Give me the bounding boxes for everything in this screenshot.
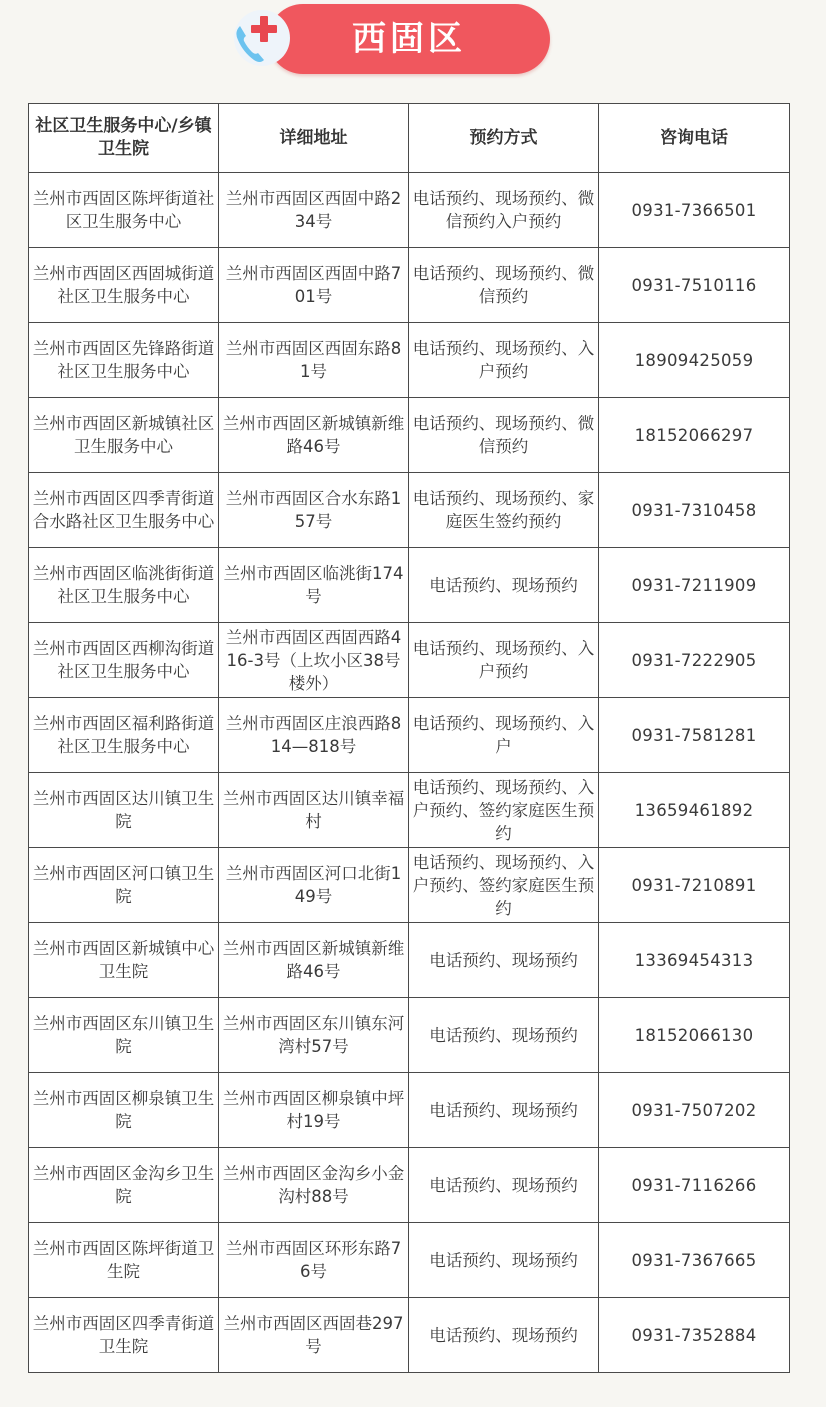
phone-cell: 0931-7367665 — [599, 1223, 790, 1298]
phone-cell: 18909425059 — [599, 323, 790, 398]
phone-cell: 13659461892 — [599, 773, 790, 848]
booking-method-cell: 电话预约、现场预约、入户预约 — [409, 623, 599, 698]
table-row — [29, 998, 790, 1073]
clinic-name-cell: 兰州市西固区四季青街道卫生院 — [29, 1298, 219, 1373]
address-cell: 兰州市西固区柳泉镇中坪村19号 — [219, 1073, 409, 1148]
clinic-name-cell: 兰州市西固区金沟乡卫生院 — [29, 1148, 219, 1223]
booking-method-cell: 电话预约、现场预约 — [409, 998, 599, 1073]
table-row — [29, 323, 790, 398]
table-header-row — [29, 104, 790, 173]
phone-cell: 0931-7366501 — [599, 173, 790, 248]
table-row — [29, 1148, 790, 1223]
booking-method-cell: 电话预约、现场预约 — [409, 1148, 599, 1223]
phone-cell: 18152066130 — [599, 998, 790, 1073]
phone-cell: 0931-7210891 — [599, 848, 790, 923]
phone-medical-cross-icon — [228, 6, 292, 70]
address-cell: 兰州市西固区新城镇新维路46号 — [219, 398, 409, 473]
booking-method-cell: 电话预约、现场预约 — [409, 548, 599, 623]
clinic-name-cell: 兰州市西固区达川镇卫生院 — [29, 773, 219, 848]
booking-method-cell: 电话预约、现场预约 — [409, 1073, 599, 1148]
table-row — [29, 848, 790, 923]
table-row — [29, 698, 790, 773]
booking-method-cell: 电话预约、现场预约、入户预约 — [409, 323, 599, 398]
address-cell: 兰州市西固区达川镇幸福村 — [219, 773, 409, 848]
table-row — [29, 248, 790, 323]
booking-method-cell: 电话预约、现场预约 — [409, 923, 599, 998]
table-row — [29, 623, 790, 698]
header-booking-method: 预约方式 — [409, 104, 599, 173]
clinic-name-cell: 兰州市西固区福利路街道社区卫生服务中心 — [29, 698, 219, 773]
table-row — [29, 1298, 790, 1373]
clinic-name-cell: 兰州市西固区新城镇社区卫生服务中心 — [29, 398, 219, 473]
clinic-table — [28, 103, 790, 1373]
table-row — [29, 1223, 790, 1298]
table-row — [29, 398, 790, 473]
clinic-name-cell: 兰州市西固区西固城街道社区卫生服务中心 — [29, 248, 219, 323]
phone-cell: 0931-7507202 — [599, 1073, 790, 1148]
booking-method-cell: 电话预约、现场预约、微信预约入户预约 — [409, 173, 599, 248]
address-cell: 兰州市西固区东川镇东河湾村57号 — [219, 998, 409, 1073]
header-clinic-name: 社区卫生服务中心/乡镇卫生院 — [29, 104, 219, 173]
address-cell: 兰州市西固区合水东路157号 — [219, 473, 409, 548]
booking-method-cell: 电话预约、现场预约、家庭医生签约预约 — [409, 473, 599, 548]
table-row — [29, 473, 790, 548]
address-cell: 兰州市西固区西固东路81号 — [219, 323, 409, 398]
clinic-name-cell: 兰州市西固区陈坪街道社区卫生服务中心 — [29, 173, 219, 248]
clinic-name-cell: 兰州市西固区河口镇卫生院 — [29, 848, 219, 923]
clinic-name-cell: 兰州市西固区先锋路街道社区卫生服务中心 — [29, 323, 219, 398]
clinic-name-cell: 兰州市西固区西柳沟街道社区卫生服务中心 — [29, 623, 219, 698]
phone-cell: 18152066297 — [599, 398, 790, 473]
booking-method-cell: 电话预约、现场预约、微信预约 — [409, 248, 599, 323]
clinic-name-cell: 兰州市西固区陈坪街道卫生院 — [29, 1223, 219, 1298]
banner-title: 西固区 — [352, 19, 466, 59]
table-row — [29, 1073, 790, 1148]
table-row — [29, 173, 790, 248]
table-row — [29, 923, 790, 998]
clinic-name-cell: 兰州市西固区新城镇中心卫生院 — [29, 923, 219, 998]
address-cell: 兰州市西固区西固西路416-3号（上坎小区38号楼外） — [219, 623, 409, 698]
address-cell: 兰州市西固区金沟乡小金沟村88号 — [219, 1148, 409, 1223]
address-cell: 兰州市西固区庄浪西路814—818号 — [219, 698, 409, 773]
phone-cell: 0931-7222905 — [599, 623, 790, 698]
phone-cell: 0931-7310458 — [599, 473, 790, 548]
table-row — [29, 548, 790, 623]
phone-cell: 13369454313 — [599, 923, 790, 998]
clinic-name-cell: 兰州市西固区柳泉镇卫生院 — [29, 1073, 219, 1148]
table-row — [29, 773, 790, 848]
address-cell: 兰州市西固区西固巷297号 — [219, 1298, 409, 1373]
phone-cell: 0931-7581281 — [599, 698, 790, 773]
clinic-name-cell: 兰州市西固区四季青街道合水路社区卫生服务中心 — [29, 473, 219, 548]
phone-cell: 0931-7510116 — [599, 248, 790, 323]
phone-cell: 0931-7352884 — [599, 1298, 790, 1373]
address-cell: 兰州市西固区西固中路701号 — [219, 248, 409, 323]
booking-method-cell: 电话预约、现场预约、微信预约 — [409, 398, 599, 473]
address-cell: 兰州市西固区河口北街149号 — [219, 848, 409, 923]
booking-method-cell: 电话预约、现场预约、入户预约、签约家庭医生预约 — [409, 773, 599, 848]
address-cell: 兰州市西固区西固中路234号 — [219, 173, 409, 248]
phone-cell: 0931-7116266 — [599, 1148, 790, 1223]
booking-method-cell: 电话预约、现场预约 — [409, 1223, 599, 1298]
address-cell: 兰州市西固区临洮街174号 — [219, 548, 409, 623]
header-phone: 咨询电话 — [599, 104, 790, 173]
booking-method-cell: 电话预约、现场预约、入户 — [409, 698, 599, 773]
clinic-name-cell: 兰州市西固区临洮街街道社区卫生服务中心 — [29, 548, 219, 623]
booking-method-cell: 电话预约、现场预约、入户预约、签约家庭医生预约 — [409, 848, 599, 923]
clinic-name-cell: 兰州市西固区东川镇卫生院 — [29, 998, 219, 1073]
address-cell: 兰州市西固区环形东路76号 — [219, 1223, 409, 1298]
booking-method-cell: 电话预约、现场预约 — [409, 1298, 599, 1373]
header-address: 详细地址 — [219, 104, 409, 173]
district-banner — [228, 2, 550, 76]
phone-cell: 0931-7211909 — [599, 548, 790, 623]
address-cell: 兰州市西固区新城镇新维路46号 — [219, 923, 409, 998]
